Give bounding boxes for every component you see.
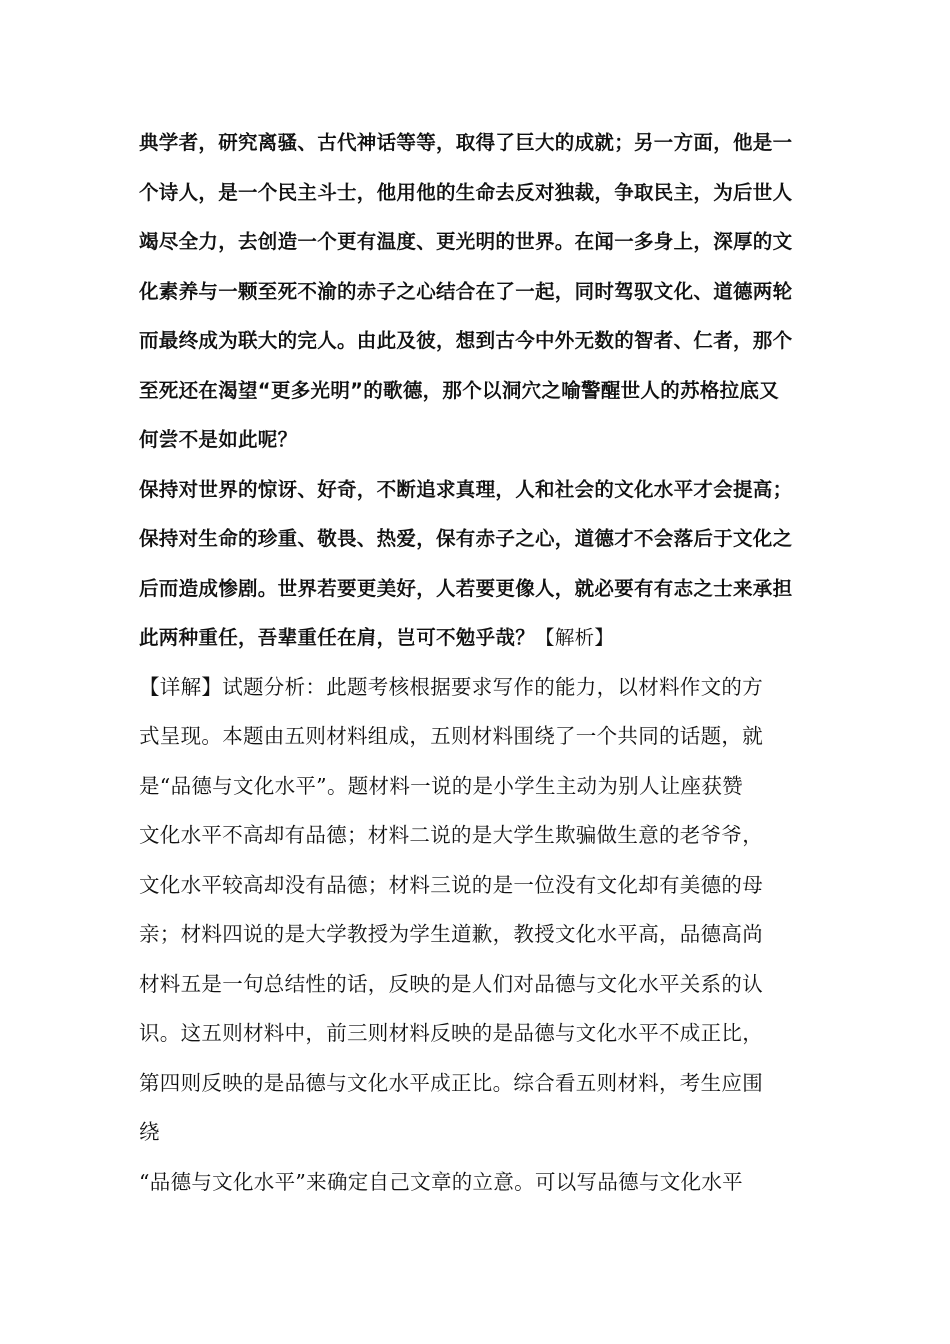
text-line: 后而造成惨剧。世界若要更美好，人若要更像人，就必要有有志之士来承担 bbox=[139, 576, 793, 600]
text-line: 保持对世界的惊讶、好奇，不断追求真理，人和社会的文化水平才会提高； bbox=[139, 477, 793, 501]
text-line-with-tag bbox=[139, 613, 829, 663]
text-line: 【详解】试题分析：此题考核根据要求写作的能力，以材料作文的方 bbox=[139, 674, 763, 699]
text-line: 文化水平不高却有品德；材料二说的是大学生欺骗做生意的老爷爷， bbox=[139, 823, 763, 847]
text-line: 典学者，研究离骚、古代神话等等，取得了巨大的成就；另一方面，他是一 bbox=[139, 131, 793, 154]
text-line: 保持对生命的珍重、敬畏、热爱，保有赤子之心，道德才不会落后于文化之 bbox=[139, 527, 793, 550]
text-line: 绕 bbox=[139, 1120, 160, 1144]
text-line: 第四则反映的是品德与文化水平成正比。综合看五则材料，考生应围 bbox=[139, 1070, 763, 1095]
text-line: 竭尽全力，去创造一个更有温度、更光明的世界。在闻一多身上，深厚的文 bbox=[139, 230, 793, 253]
text-line: 化素养与一颗至死不渝的赤子之心结合在了一起，同时驾驭文化、道德两轮 bbox=[139, 279, 793, 303]
essay-paragraphs bbox=[139, 118, 829, 663]
analysis-tag: 【解析】 bbox=[535, 626, 615, 649]
text-line: 而最终成为联大的完人。由此及彼，想到古今中外无数的智者、仁者，那个 bbox=[139, 329, 793, 352]
text-line: 材料五是一句总结性的话，反映的是人们对品德与文化水平关系的认 bbox=[139, 971, 763, 996]
text-line: “品德与文化水平”来确定自己文章的立意。可以写品德与文化水平 bbox=[139, 1169, 743, 1194]
text-line: 至死还在渴望“更多光明”的歌德，那个以洞穴之喻警醒世人的苏格拉底又 bbox=[139, 378, 780, 402]
text-line: 是“品德与文化水平”。题材料一说的是小学生主动为别人让座获赞 bbox=[139, 773, 743, 798]
text-line: 个诗人，是一个民主斗士，他用他的生命去反对独裁，争取民主，为后世人 bbox=[139, 180, 793, 204]
text-line: 文化水平较高却没有品德；材料三说的是一位没有文化却有美德的母 bbox=[139, 872, 763, 897]
analysis-paragraphs bbox=[139, 663, 829, 1208]
text-line: 式呈现。本题由五则材料组成，五则材料围绕了一个共同的话题，就 bbox=[139, 724, 763, 748]
text-line: 识。这五则材料中，前三则材料反映的是品德与文化水平不成正比， bbox=[139, 1021, 763, 1045]
text-line: 亲；材料四说的是大学教授为学生道歉，教授文化水平高，品德高尚 bbox=[139, 922, 763, 946]
document-text bbox=[139, 118, 829, 1207]
text-line-content: 此两种重任，吾辈重任在肩，岂可不勉乎哉？ bbox=[139, 626, 536, 649]
text-line: 何尝不是如此呢？ bbox=[139, 428, 298, 451]
